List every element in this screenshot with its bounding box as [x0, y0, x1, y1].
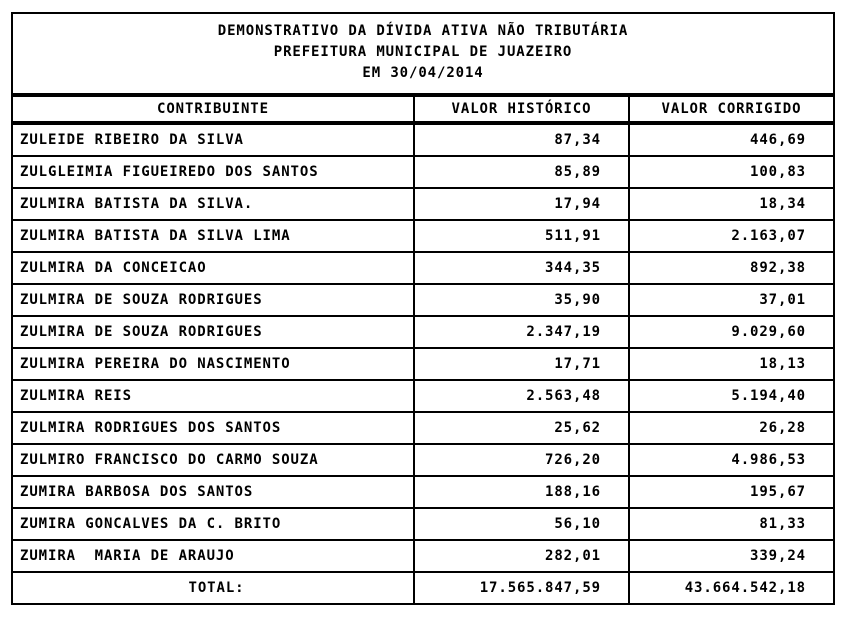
cell-valor-corrigido: 26,28 [628, 413, 833, 443]
column-header-valor-historico: VALOR HISTÓRICO [413, 97, 628, 121]
cell-valor-corrigido: 2.163,07 [628, 221, 833, 251]
column-header-contribuinte: CONTRIBUINTE [157, 101, 269, 117]
cell-contribuinte: ZULMIRA REIS [20, 388, 132, 404]
table-row [13, 221, 833, 253]
cell-valor-corrigido: 100,83 [628, 157, 833, 187]
table-row [13, 445, 833, 477]
cell-valor-historico: 17,94 [413, 189, 628, 219]
cell-valor-historico: 85,89 [413, 157, 628, 187]
total-label: TOTAL: [188, 580, 245, 596]
cell-valor-corrigido: 9.029,60 [628, 317, 833, 347]
cell-valor-historico: 511,91 [413, 221, 628, 251]
cell-valor-historico: 344,35 [413, 253, 628, 283]
table-row [13, 349, 833, 381]
total-valor-corrigido: 43.664.542,18 [628, 573, 833, 603]
cell-valor-corrigido: 5.194,40 [628, 381, 833, 411]
cell-valor-historico: 188,16 [413, 477, 628, 507]
total-valor-historico: 17.565.847,59 [413, 573, 628, 603]
cell-valor-historico: 726,20 [413, 445, 628, 475]
table-body [13, 125, 833, 573]
table-header-row [13, 97, 833, 125]
cell-valor-corrigido: 892,38 [628, 253, 833, 283]
cell-valor-corrigido: 81,33 [628, 509, 833, 539]
cell-contribuinte: ZUMIRA BARBOSA DOS SANTOS [20, 484, 254, 500]
table-row [13, 317, 833, 349]
table-row [13, 477, 833, 509]
cell-contribuinte: ZULMIRO FRANCISCO DO CARMO SOUZA [20, 452, 319, 468]
cell-valor-corrigido: 18,13 [628, 349, 833, 379]
table-row [13, 157, 833, 189]
cell-contribuinte: ZUMIRA MARIA DE ARAUJO [20, 548, 235, 564]
cell-valor-corrigido: 339,24 [628, 541, 833, 571]
table-row [13, 509, 833, 541]
cell-valor-corrigido: 446,69 [628, 125, 833, 155]
cell-contribuinte: ZULMIRA DE SOUZA RODRIGUES [20, 324, 263, 340]
cell-contribuinte: ZULGLEIMIA FIGUEIREDO DOS SANTOS [20, 164, 319, 180]
cell-valor-corrigido: 18,34 [628, 189, 833, 219]
debt-report-table [11, 12, 835, 605]
cell-contribuinte: ZULMIRA RODRIGUES DOS SANTOS [20, 420, 282, 436]
table-row [13, 541, 833, 573]
table-row [13, 285, 833, 317]
table-row [13, 413, 833, 445]
table-row [13, 381, 833, 413]
total-row [13, 573, 833, 603]
cell-valor-historico: 2.563,48 [413, 381, 628, 411]
cell-valor-historico: 35,90 [413, 285, 628, 315]
report-title: DEMONSTRATIVO DA DÍVIDA ATIVA NÃO TRIBUTÁRIA [217, 23, 629, 39]
cell-contribuinte: ZULMIRA DA CONCEICAO [20, 260, 207, 276]
cell-valor-historico: 25,62 [413, 413, 628, 443]
report-date: EM 30/04/2014 [362, 65, 484, 81]
cell-valor-corrigido: 4.986,53 [628, 445, 833, 475]
cell-contribuinte: ZULMIRA BATISTA DA SILVA. [20, 196, 254, 212]
cell-contribuinte: ZUMIRA GONCALVES DA C. BRITO [20, 516, 282, 532]
table-row [13, 253, 833, 285]
table-row [13, 125, 833, 157]
cell-valor-historico: 56,10 [413, 509, 628, 539]
table-row [13, 189, 833, 221]
cell-valor-historico: 87,34 [413, 125, 628, 155]
cell-valor-historico: 282,01 [413, 541, 628, 571]
report-header [13, 14, 833, 97]
cell-valor-corrigido: 195,67 [628, 477, 833, 507]
cell-contribuinte: ZULMIRA DE SOUZA RODRIGUES [20, 292, 263, 308]
cell-contribuinte: ZULEIDE RIBEIRO DA SILVA [20, 132, 244, 148]
cell-contribuinte: ZULMIRA BATISTA DA SILVA LIMA [20, 228, 291, 244]
cell-valor-corrigido: 37,01 [628, 285, 833, 315]
column-header-valor-corrigido: VALOR CORRIGIDO [628, 97, 833, 121]
cell-contribuinte: ZULMIRA PEREIRA DO NASCIMENTO [20, 356, 291, 372]
report-entity: PREFEITURA MUNICIPAL DE JUAZEIRO [273, 44, 573, 60]
cell-valor-historico: 17,71 [413, 349, 628, 379]
cell-valor-historico: 2.347,19 [413, 317, 628, 347]
